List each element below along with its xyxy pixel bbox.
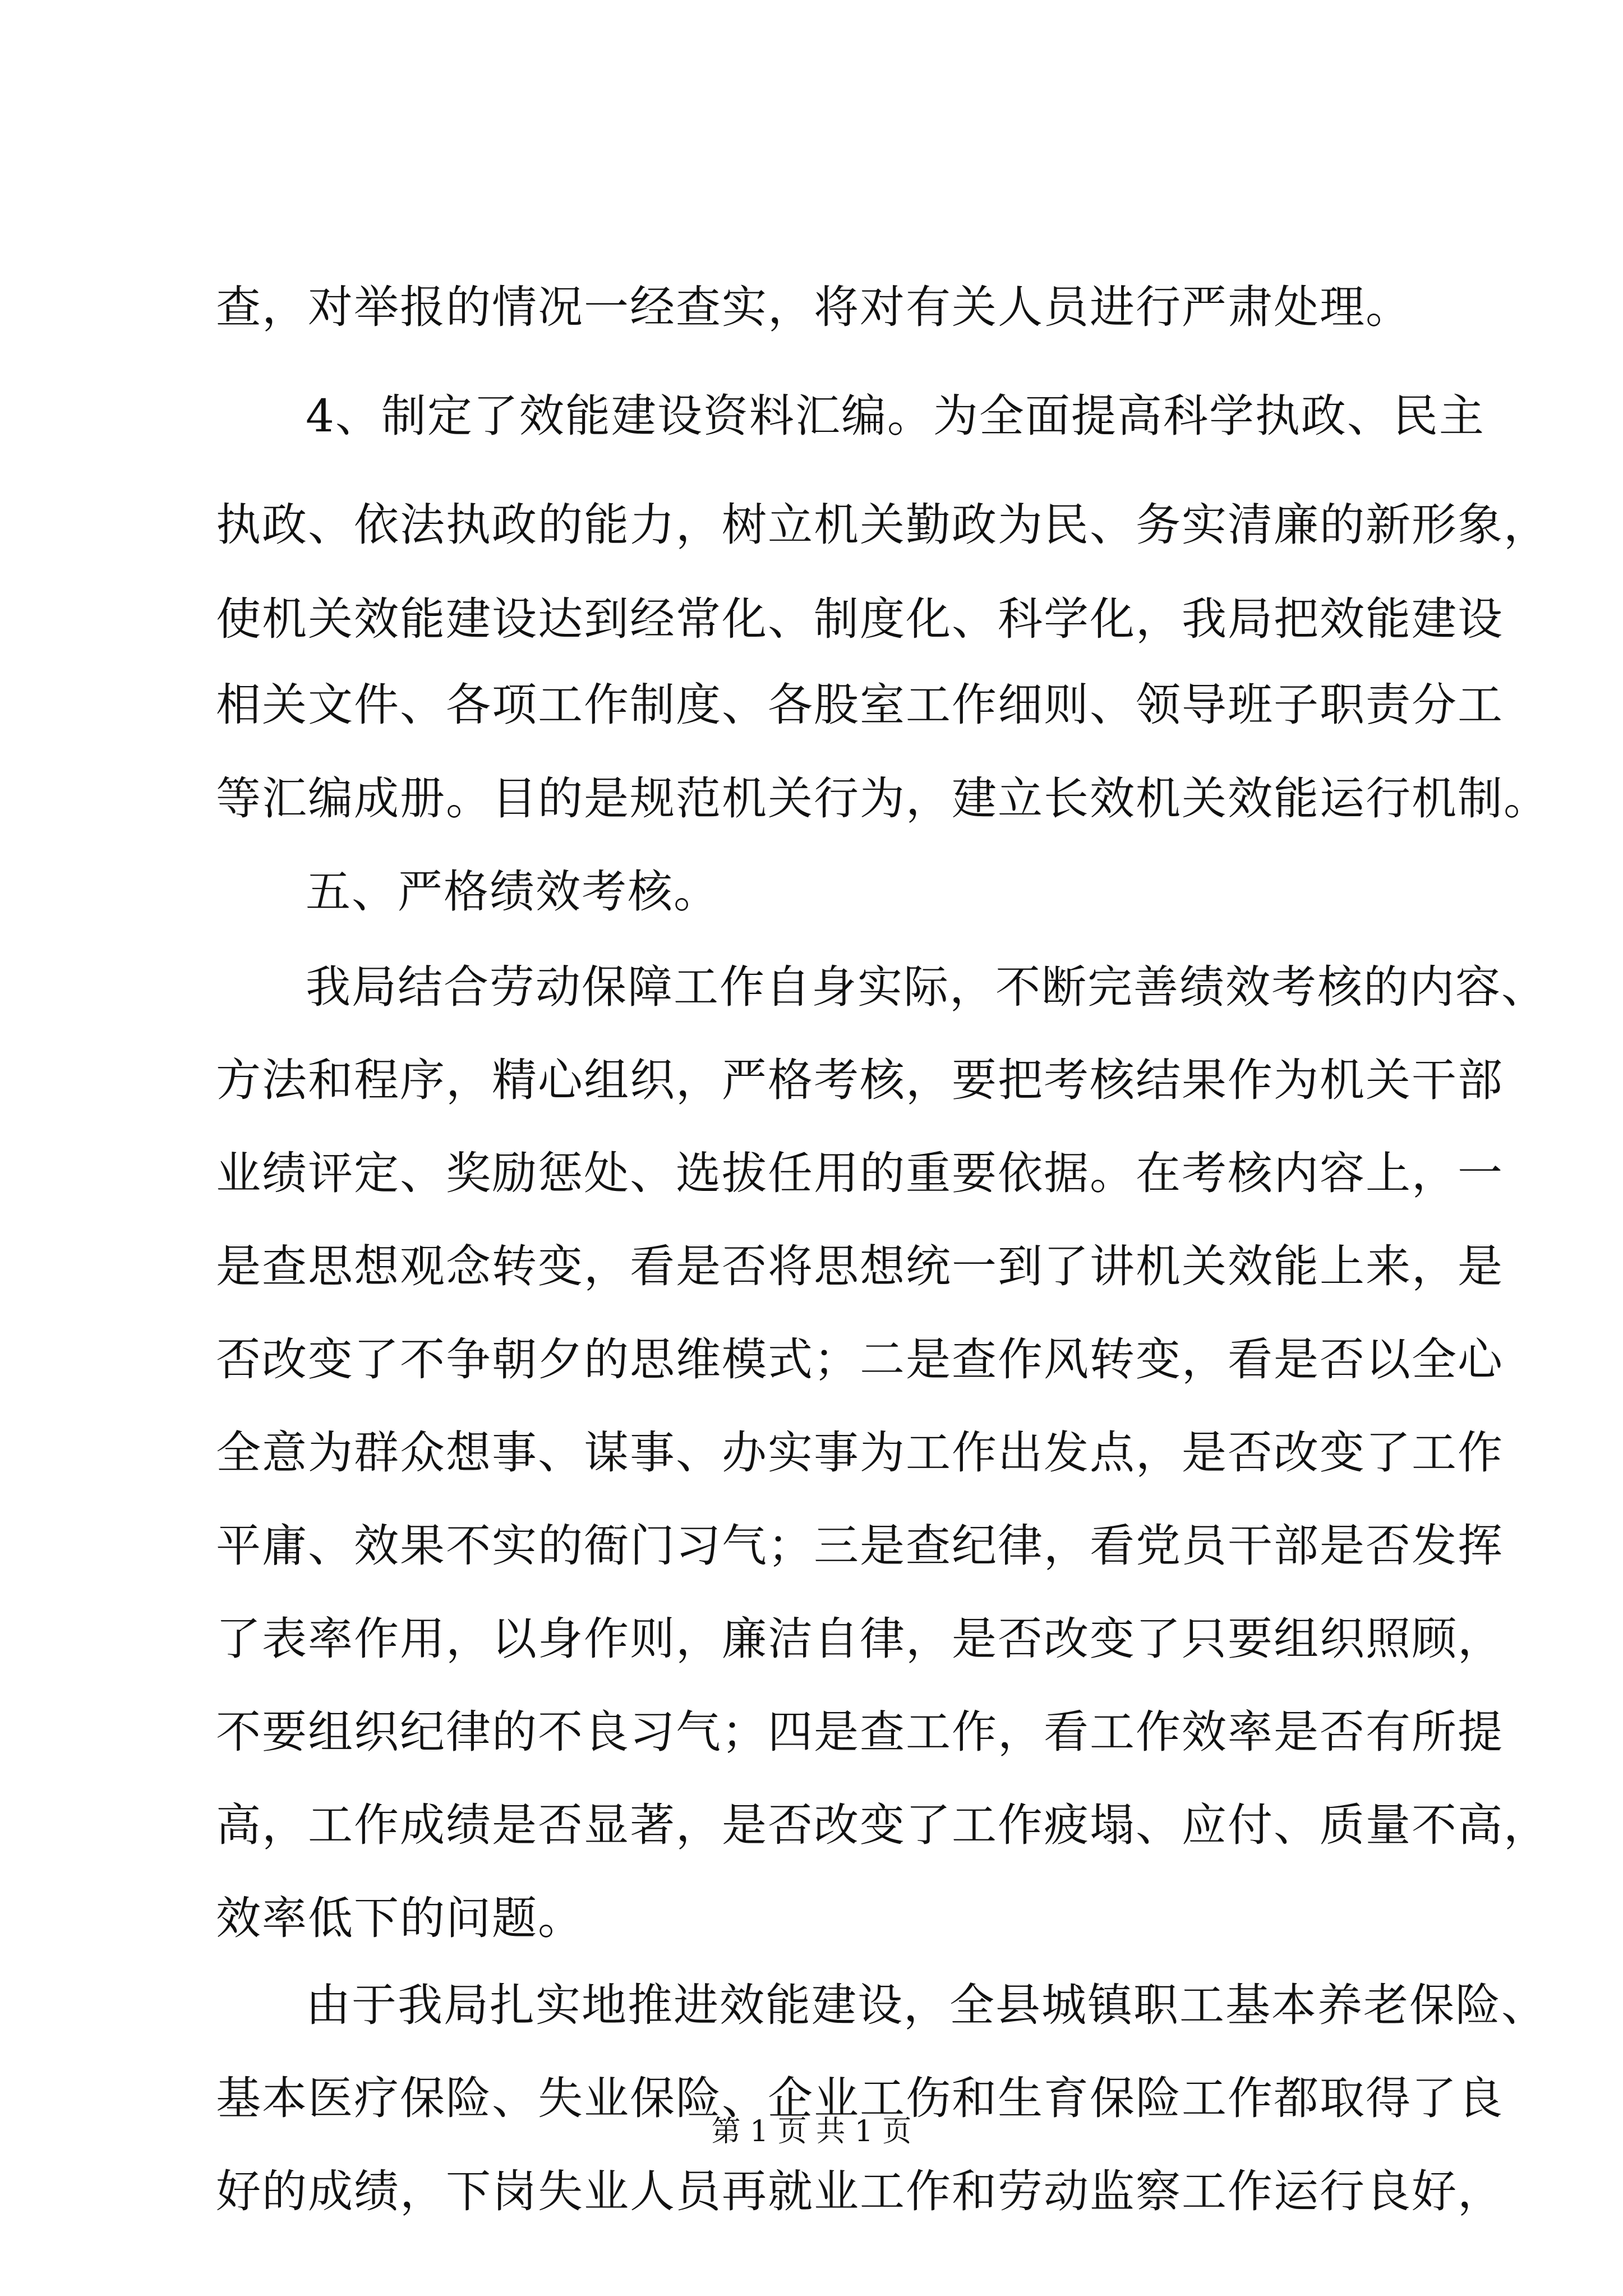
text-line: 平庸、效果不实的衙门习气；三是查纪律，看党员干部是否发挥 <box>216 1520 1504 1572</box>
text-line: 否改变了不争朝夕的思维模式；二是查作风转变，看是否以全心 <box>216 1333 1504 1386</box>
text-line: 基本医疗保险、失业保险、企业工伤和生育保险工作都取得了良 <box>216 2072 1504 2124</box>
page-number-footer: 第 1 页 共 1 页 <box>711 2115 912 2148</box>
text-line: 了表率作用，以身作则，廉洁自律，是否改变了只要组织照顾， <box>216 1613 1504 1665</box>
text-line: 等汇编成册。目的是规范机关行为，建立长效机关效能运行机制。 <box>216 772 1550 825</box>
text-line: 相关文件、各项工作制度、各股室工作细则、领导班子职责分工 <box>216 679 1504 731</box>
text-line: 高，工作成绩是否显著，是否改变了工作疲塌、应付、质量不高， <box>216 1799 1550 1851</box>
text-line: 不要组织纪律的不良习气；四是查工作，看工作效率是否有所提 <box>216 1706 1504 1758</box>
text-line: 业绩评定、奖励惩处、选拔任用的重要依据。在考核内容上，一 <box>216 1147 1504 1199</box>
text-line: 全意为群众想事、谋事、办实事为工作出发点，是否改变了工作 <box>216 1427 1504 1479</box>
text-line: 4、制定了效能建设资料汇编。为全面提高科学执政、民主 <box>306 390 1485 442</box>
text-line: 效率低下的问题。 <box>216 1892 584 1944</box>
text-line: 执政、依法执政的能力，树立机关勤政为民、务实清廉的新形象， <box>216 499 1550 551</box>
section-heading: 五、严格绩效考核。 <box>306 866 720 918</box>
text-line: 我局结合劳动保障工作自身实际，不断完善绩效考核的内容、 <box>306 961 1547 1013</box>
text-line: 是查思想观念转变，看是否将思想统一到了讲机关效能上来，是 <box>216 1240 1504 1292</box>
text-line: 方法和程序，精心组织，严格考核，要把考核结果作为机关干部 <box>216 1054 1504 1106</box>
text-line: 好的成绩，下岗失业人员再就业工作和劳动监察工作运行良好， <box>216 2165 1504 2217</box>
text-line: 由于我局扎实地推进效能建设，全县城镇职工基本养老保险、 <box>306 1979 1547 2031</box>
text-line: 使机关效能建设达到经常化、制度化、科学化，我局把效能建设 <box>216 593 1504 645</box>
text-line: 查，对举报的情况一经查实，将对有关人员进行严肃处理。 <box>216 281 1412 333</box>
